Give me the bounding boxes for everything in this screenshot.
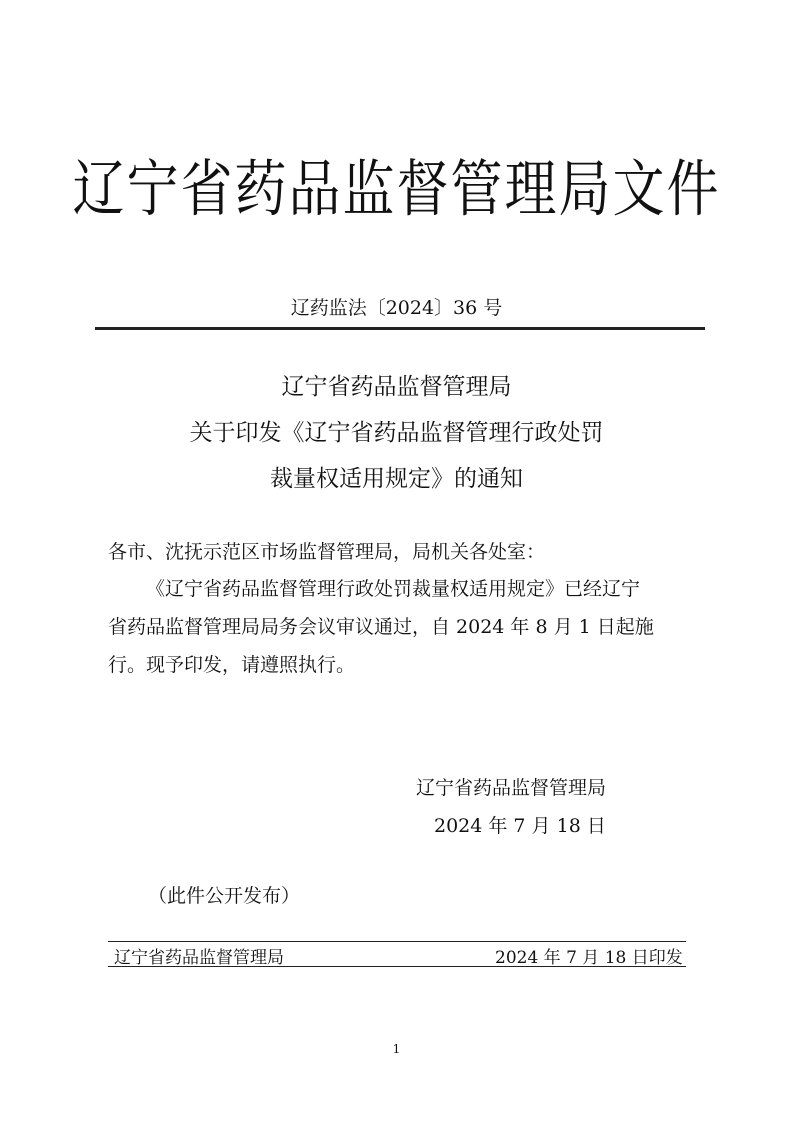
- document-header-title: 辽宁省药品监督管理局文件: [72, 154, 721, 226]
- document-number: 辽药监法〔2024〕36 号: [290, 297, 503, 319]
- body-paragraph-line-3: 行。现予印发，请遵照执行。: [108, 654, 356, 676]
- page-number: 1: [392, 1042, 401, 1056]
- document-title-line-3: 裁量权适用规定》的通知: [270, 466, 523, 492]
- header-divider: [95, 327, 705, 330]
- footer-bottom-rule: [108, 966, 686, 967]
- public-disclosure-note: （此件公开发布）: [148, 885, 301, 907]
- signature-date: 2024 年 7 月 18 日: [434, 815, 606, 837]
- document-title-line-1: 辽宁省药品监督管理局: [281, 374, 512, 400]
- document-title-line-2: 关于印发《辽宁省药品监督管理行政处罚: [189, 420, 604, 446]
- body-paragraph-line-1: 《辽宁省药品监督管理行政处罚裁量权适用规定》已经辽宁: [146, 578, 641, 600]
- footer-issue-date: 2024 年 7 月 18 日印发: [495, 948, 683, 968]
- addressee: 各市、沈抚示范区市场监督管理局，局机关各处室：: [108, 541, 546, 563]
- body-paragraph-line-2: 省药品监督管理局局务会议审议通过，自 2024 年 8 月 1 日起施: [108, 616, 654, 638]
- footer-top-rule: [108, 941, 686, 942]
- footer-issuer: 辽宁省药品监督管理局: [114, 948, 284, 968]
- signature-organization: 辽宁省药品监督管理局: [416, 777, 607, 799]
